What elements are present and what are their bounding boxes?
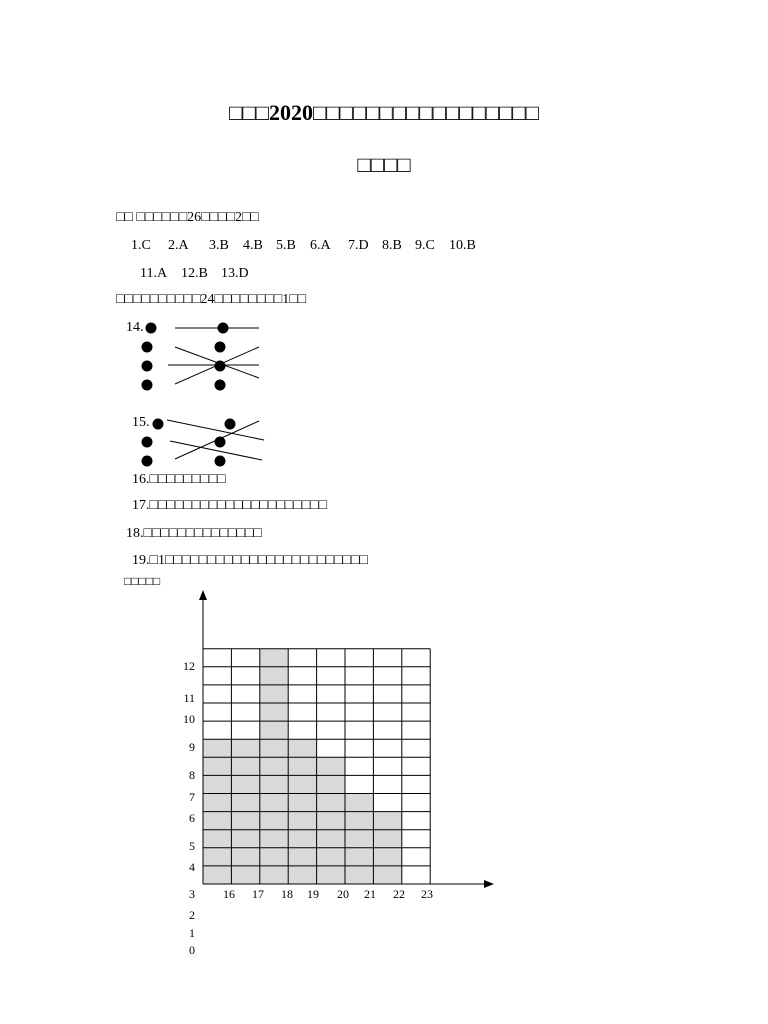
answer-10: 10.B	[449, 238, 476, 253]
x-tick-20: 20	[337, 887, 349, 901]
q16-text: 16.□□□□□□□□□	[132, 472, 226, 487]
y-tick-4: 4	[189, 860, 195, 874]
x-tick-21: 21	[364, 887, 376, 901]
answer-11: 11.A	[140, 266, 168, 281]
y-tick-7: 7	[189, 790, 195, 804]
y-axis-arrow	[199, 590, 207, 600]
answer-12: 12.B	[181, 266, 208, 281]
answer-1: 1.C	[131, 238, 151, 253]
answer-3: 3.B	[209, 238, 229, 253]
x-tick-18: 18	[281, 887, 293, 901]
chart-ylabel: □□□□□	[124, 574, 161, 588]
y-tick-5: 5	[189, 839, 195, 853]
answer-2: 2.A	[168, 238, 189, 253]
answer-4: 4.B	[243, 238, 263, 253]
answer-13: 13.D	[221, 266, 249, 281]
q14-label: 14.	[126, 320, 144, 335]
x-tick-19: 19	[307, 887, 319, 901]
q19-text: 19.□1□□□□□□□□□□□□□□□□□□□□□□□□	[132, 553, 368, 568]
answer-8: 8.B	[382, 238, 402, 253]
answer-5: 5.B	[276, 238, 296, 253]
y-tick-2: 2	[189, 908, 195, 922]
y-tick-6: 6	[189, 811, 195, 825]
bar-21	[345, 794, 373, 885]
y-tick-8: 8	[189, 768, 195, 782]
x-tick-23: 23	[421, 887, 433, 901]
page-subtitle: □□□□	[357, 152, 411, 177]
y-tick-9: 9	[189, 740, 195, 754]
bar-18	[260, 649, 288, 884]
x-tick-17: 17	[252, 887, 264, 901]
y-tick-10: 10	[183, 712, 195, 726]
q18-text: 18.□□□□□□□□□□□□□□	[126, 526, 262, 541]
x-axis-arrow	[484, 880, 494, 888]
q17-text: 17.□□□□□□□□□□□□□□□□□□□□□	[132, 498, 328, 513]
bar-20	[317, 757, 345, 884]
answer-6: 6.A	[310, 238, 331, 253]
y-tick-3: 3	[189, 887, 195, 901]
page-title: □□□2020□□□□□□□□□□□□□□□□□	[229, 100, 539, 125]
y-tick-11: 11	[183, 691, 195, 705]
answer-7: 7.D	[348, 238, 369, 253]
y-tick-12: 12	[183, 659, 195, 673]
section-2-heading: □□□□□□□□□□24□□□□□□□□1□□	[116, 292, 307, 307]
answer-9: 9.C	[415, 238, 435, 253]
y-tick-0: 0	[189, 943, 195, 957]
x-tick-22: 22	[393, 887, 405, 901]
x-tick-16: 16	[223, 887, 235, 901]
q15-label: 15.	[132, 415, 150, 430]
y-tick-1: 1	[189, 926, 195, 940]
section-1-heading: □□ □□□□□□26□□□□2□□	[116, 210, 259, 225]
